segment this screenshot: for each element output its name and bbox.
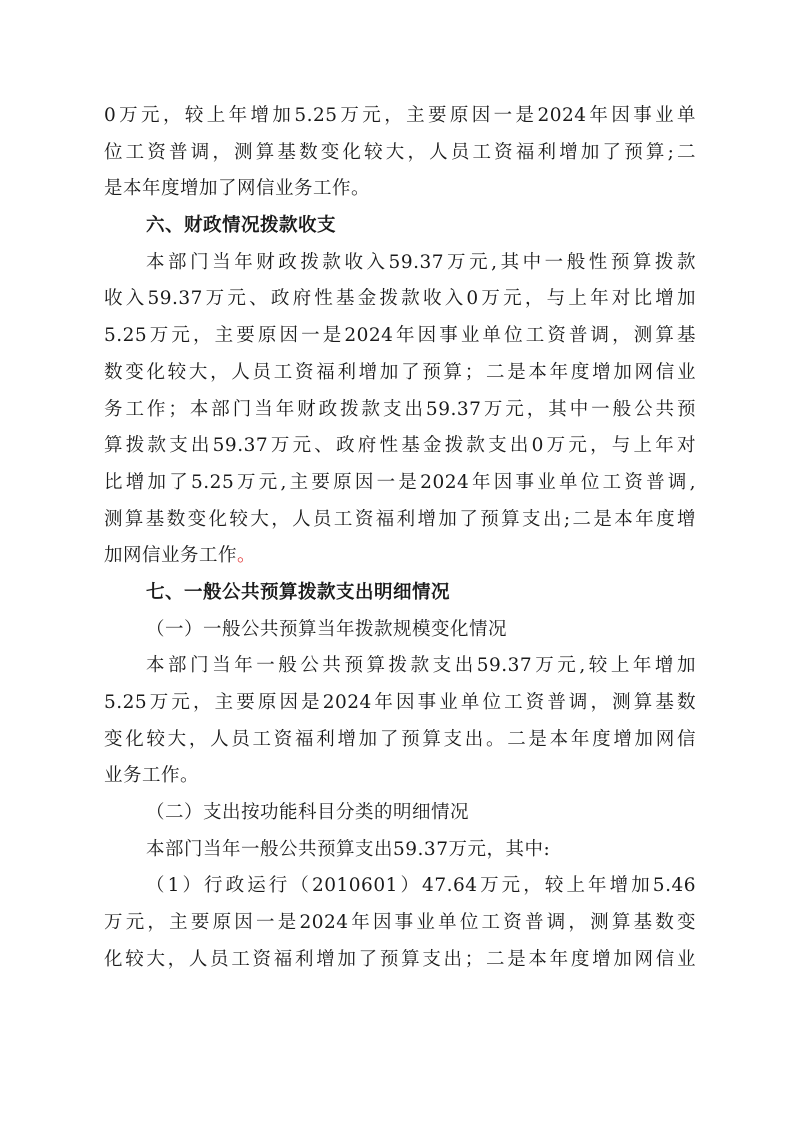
text-line-content: 万元，主要原因一是2024年因事业单位工资普调，测算基数变 <box>104 912 696 934</box>
text-line-content: 收入59.37万元、政府性基金拨款收入0万元，与上年对比增加 <box>104 288 696 310</box>
text-line <box>104 98 696 135</box>
text-line <box>104 612 696 649</box>
text-line <box>104 832 696 869</box>
text-line-content: 六、财政情况拨款收支 <box>146 215 337 237</box>
text-line-content: 化较大，人员工资福利增加了预算支出；二是本年度增加网信业 <box>104 948 696 970</box>
text-line-content: （二）支出按功能科目分类的明细情况 <box>146 802 470 824</box>
text-line <box>104 722 696 759</box>
text-line <box>104 868 696 905</box>
section-heading <box>104 575 696 612</box>
text-line <box>104 245 696 282</box>
text-line <box>104 648 696 685</box>
text-line <box>104 905 696 942</box>
text-line-content: 5.25万元，主要原因一是2024年因事业单位工资普调，测算基 <box>104 325 696 347</box>
text-line <box>104 171 696 208</box>
text-line <box>104 942 696 979</box>
text-line <box>104 135 696 172</box>
text-line-content: （1）行政运行（2010601）47.64万元，较上年增加5.46 <box>146 875 696 897</box>
text-line <box>104 538 696 575</box>
text-line-content: 测算基数变化较大，人员工资福利增加了预算支出;二是本年度增 <box>104 508 696 530</box>
text-line <box>104 392 696 429</box>
text-line <box>104 428 696 465</box>
text-line-content: 5.25万元，主要原因是2024年因事业单位工资普调，测算基数 <box>104 692 696 713</box>
text-line-content: 业务工作。 <box>104 765 200 787</box>
text-line-content: （一）一般公共预算当年拨款规模变化情况 <box>146 618 508 640</box>
text-line <box>104 281 696 318</box>
text-line-content: 七、一般公共预算拨款支出明细情况 <box>146 581 451 603</box>
text-line-content: 0万元，较上年增加5.25万元，主要原因一是2024年因事业单 <box>104 105 696 126</box>
text-line <box>104 355 696 392</box>
text-line-content: 本部门当年财政拨款收入59.37万元,其中一般性预算拨款 <box>146 251 696 273</box>
text-line <box>104 318 696 355</box>
text-line-content: 本部门当年一般公共预算拨款支出59.37万元,较上年增加 <box>146 655 696 677</box>
text-line-content: 是本年度增加了网信业务工作。 <box>104 178 371 200</box>
text-line <box>104 502 696 539</box>
text-line <box>104 685 696 722</box>
text-line <box>104 758 696 795</box>
text-line-content: 位工资普调，测算基数变化较大，人员工资福利增加了预算;二 <box>104 141 696 163</box>
text-line-content: 本部门当年一般公共预算支出59.37万元，其中: <box>146 838 551 860</box>
text-line-content: 比增加了5.25万元,主要原因一是2024年因事业单位工资普调, <box>104 471 696 493</box>
text-line <box>104 795 696 832</box>
text-line-content: 加网信业务工作 <box>104 545 238 567</box>
text-line-content: 算拨款支出59.37万元、政府性基金拨款支出0万元，与上年对 <box>104 435 696 457</box>
section-heading <box>104 208 696 245</box>
text-line <box>104 465 696 502</box>
red-punctuation: 。 <box>237 545 257 567</box>
text-line-content: 数变化较大，人员工资福利增加了预算；二是本年度增加网信业 <box>104 361 696 383</box>
text-line-content: 变化较大，人员工资福利增加了预算支出。二是本年度增加网信 <box>104 728 696 750</box>
text-line-content: 务工作；本部门当年财政拨款支出59.37万元，其中一般公共预 <box>104 398 696 420</box>
